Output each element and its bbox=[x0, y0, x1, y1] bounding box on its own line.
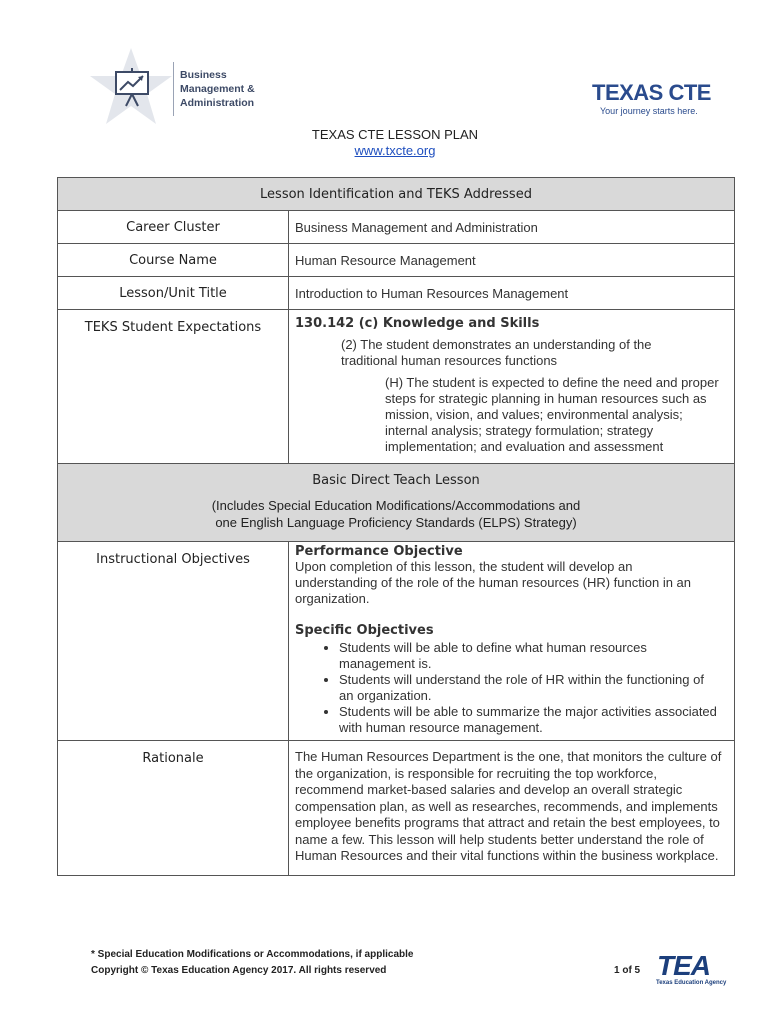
section2-header-row bbox=[58, 464, 735, 542]
texas-cte-logo: TEXAS CTE bbox=[592, 80, 711, 105]
section2-title: Basic Direct Teach Lesson bbox=[312, 473, 480, 488]
career-cluster-label: Career Cluster bbox=[58, 211, 289, 244]
list-item: • Students will be able to define what human resources management is. bbox=[339, 640, 719, 672]
career-cluster-value: Business Management and Administration bbox=[289, 211, 735, 244]
txcte-link[interactable]: www.txcte.org bbox=[354, 143, 436, 158]
bma-line-1: Business bbox=[180, 69, 227, 81]
board-icon bbox=[116, 72, 148, 94]
section2-sub-line2: one English Language Proficiency Standards (ELPS) Strategy) bbox=[215, 515, 577, 530]
rationale-row bbox=[58, 741, 735, 876]
performance-objective-text: Upon completion of this lesson, the student will develop an understanding of the role of the human resources (HR) function in an organization. bbox=[295, 559, 692, 606]
teks-main: 130.142 (c) Knowledge and Skills bbox=[295, 316, 540, 331]
rationale-text: The Human Resources Department is the one, that monitors the culture of the organization, is responsible for recruiting the top workforce, recommend market-based salaries and develop an overall strategic compensation plan, as well as researches, recommends, and implements employee benefits programs that attract and retain the best employees, to name a few. This lesson will help students better understand the role of Human Resources and their vital functions within the business workplace. bbox=[295, 749, 722, 863]
bma-logo-text bbox=[180, 68, 255, 110]
page-number: 1 of 5 bbox=[614, 965, 641, 976]
teks-subsub: (H) The student is expected to define the need and proper steps for strategic planning in human resources such as mission, vision, and values; environmental analysis; internal analysis; strategy formulation; strategy implementation; and evaluation and assessment bbox=[385, 375, 719, 454]
teks-label: TEKS Student Expectations bbox=[58, 310, 289, 464]
list-item: • Students will be able to summarize the major activities associated with human resource management. bbox=[339, 704, 719, 736]
tea-logo: TEA bbox=[657, 950, 710, 981]
lesson-title-value: Introduction to Human Resources Management bbox=[289, 277, 735, 310]
course-name-value: Human Resource Management bbox=[289, 244, 735, 277]
rationale-value bbox=[289, 741, 735, 876]
career-cluster-row bbox=[58, 211, 735, 244]
specific-objectives-list bbox=[295, 640, 719, 736]
lesson-title-row bbox=[58, 277, 735, 310]
section2-sub-line1: (Includes Special Education Modifications/Accommodations and bbox=[211, 498, 581, 513]
lesson-title-label: Lesson/Unit Title bbox=[58, 277, 289, 310]
footer-note: * Special Education Modifications or Accommodations, if applicable bbox=[91, 949, 414, 960]
objectives-value bbox=[289, 542, 735, 741]
section-header-row bbox=[58, 178, 735, 211]
section2-subtitle bbox=[58, 497, 734, 541]
performance-objective-heading: Performance Objective bbox=[295, 544, 463, 559]
footer-copyright: Copyright © Texas Education Agency 2017. All rights reserved bbox=[91, 965, 387, 976]
teks-value bbox=[289, 310, 735, 464]
section1-header: Lesson Identification and TEKS Addressed bbox=[58, 178, 735, 211]
objectives-label: Instructional Objectives bbox=[58, 542, 289, 741]
list-item: • Students will understand the role of HR within the functioning of an organization. bbox=[339, 672, 719, 704]
specific-objectives-heading: Specific Objectives bbox=[295, 623, 434, 638]
logo-divider bbox=[173, 62, 174, 116]
document-title: TEXAS CTE LESSON PLAN bbox=[311, 127, 479, 142]
texas-cte-tagline: Your journey starts here. bbox=[600, 106, 698, 116]
course-name-row bbox=[58, 244, 735, 277]
section2-header bbox=[58, 464, 735, 542]
teks-sub: (2) The student demonstrates an understanding of the traditional human resources functions bbox=[341, 337, 652, 368]
course-name-label: Course Name bbox=[58, 244, 289, 277]
bma-line-2: Management & bbox=[180, 83, 255, 95]
rationale-label: Rationale bbox=[58, 741, 289, 876]
objectives-row bbox=[58, 542, 735, 741]
lesson-plan-table bbox=[57, 177, 735, 876]
bma-line-3: Administration bbox=[180, 97, 255, 109]
tea-tagline: Texas Education Agency bbox=[656, 980, 727, 986]
teks-row bbox=[58, 310, 735, 464]
